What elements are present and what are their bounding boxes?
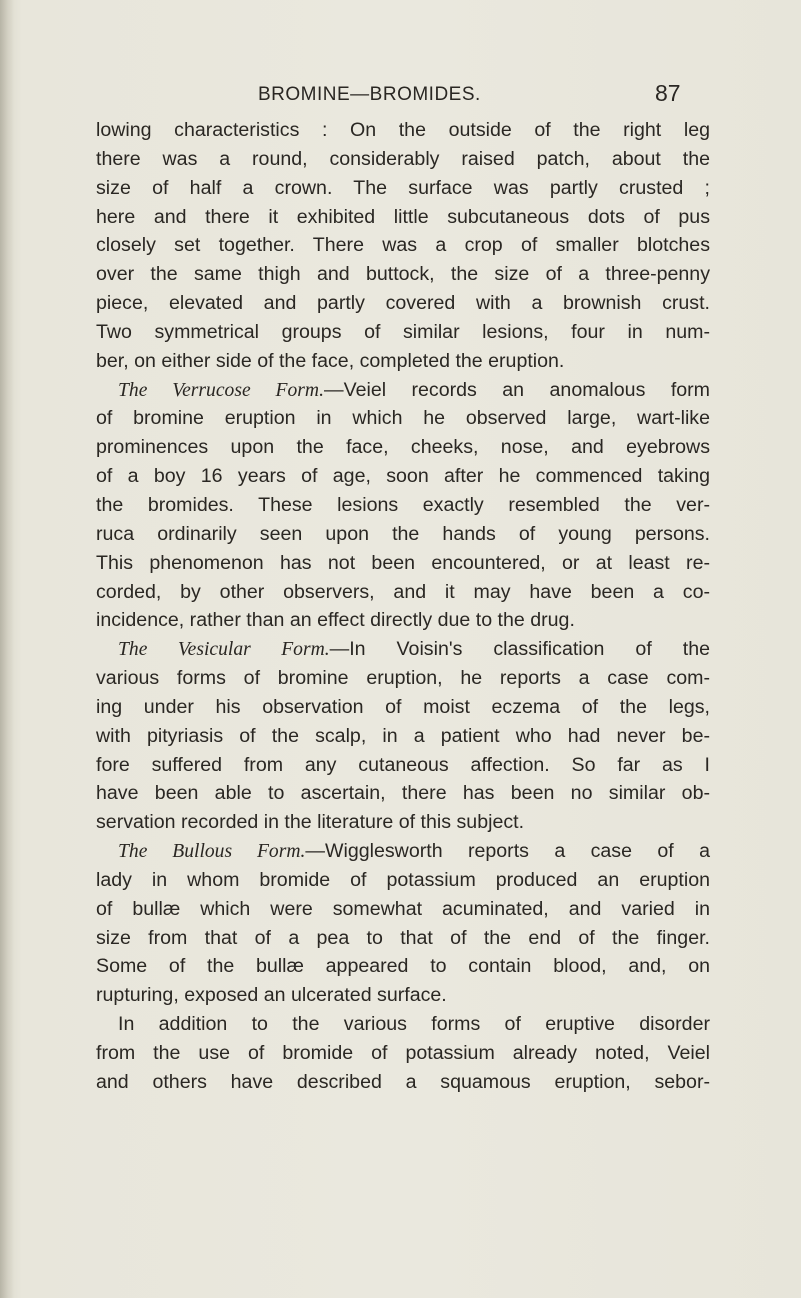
- text-line: In addition to the various forms of eruptive disorder: [118, 1013, 710, 1036]
- text-line: over the same thigh and buttock, the size of a three-penny: [96, 263, 710, 286]
- text-line: there was a round, considerably raised patch, about the: [96, 147, 710, 170]
- page-number: 87: [655, 80, 681, 106]
- text-line: and others have described a squamous eruption, sebor-: [96, 1070, 710, 1093]
- text-line: incidence, rather than an effect directly due to the drug.: [96, 609, 575, 632]
- text-line: from the use of bromide of potassium already noted, Veiel: [96, 1042, 710, 1064]
- text-line: with pityriasis of the scalp, in a patient who had never be-: [96, 724, 710, 747]
- text-line: size of half a crown. The surface was partly crusted ;: [96, 176, 710, 199]
- section-text: —Veiel records an anomalous form: [323, 378, 711, 401]
- section-heading-verrucose: The Verrucose Form.: [118, 379, 324, 401]
- text-line: rupturing, exposed an ulcerated surface.: [96, 984, 447, 1007]
- text-line: piece, elevated and partly covered with a brownish crust.: [96, 292, 710, 315]
- text-line: lady in whom bromide of potassium produced an eruption: [96, 868, 710, 891]
- text-line: Some of the bullæ appeared to contain blood, and, on: [96, 955, 710, 978]
- text-line: of bullæ which were somewhat acuminated, and varied in: [96, 897, 710, 920]
- text-line: of bromine eruption in which he observed large, wart-like: [96, 407, 710, 430]
- running-head: BROMINE—BROMIDES.: [258, 84, 481, 105]
- text-line: corded, by other observers, and it may have been a co-: [96, 580, 710, 603]
- section-heading-bullous: The Bullous Form.: [118, 841, 306, 863]
- text-line: prominences upon the face, cheeks, nose, and eyebrows: [96, 436, 710, 459]
- text-line: here and there it exhibited little subcutaneous dots of pus: [96, 205, 710, 228]
- section-text: —Wigglesworth reports a case of a: [305, 840, 711, 863]
- page-gutter-shadow: [0, 0, 14, 1298]
- section-heading-line: [96, 837, 710, 866]
- section-heading-line: [96, 635, 710, 664]
- text-line: ber, on either side of the face, completed the eruption.: [96, 349, 565, 372]
- text-line: of a boy 16 years of age, soon after he commenced taking: [96, 465, 710, 488]
- text-line: have been able to ascertain, there has been no similar ob-: [96, 782, 710, 805]
- text-line: Two symmetrical groups of similar lesions, four in num-: [96, 320, 710, 343]
- section-heading-vesicular: The Vesicular Form.: [118, 639, 330, 661]
- text-line: size from that of a pea to that of the end of the finger.: [96, 926, 710, 949]
- body-text: [96, 116, 710, 1097]
- text-line: lowing characteristics : On the outside of the right leg: [96, 119, 710, 141]
- text-line: ing under his observation of moist eczema of the legs,: [96, 695, 710, 718]
- section-text: —In Voisin's classification of the: [329, 638, 710, 661]
- text-line: the bromides. These lesions exactly resembled the ver-: [96, 493, 710, 516]
- text-line: servation recorded in the literature of this subject.: [96, 811, 525, 834]
- text-line: This phenomenon has not been encountered, or at least re-: [96, 551, 710, 574]
- text-line: fore suffered from any cutaneous affection. So far as I: [96, 753, 710, 776]
- text-line: ruca ordinarily seen upon the hands of young persons.: [96, 522, 710, 545]
- text-line: various forms of bromine eruption, he reports a case com-: [96, 667, 710, 690]
- text-line: closely set together. There was a crop of smaller blotches: [96, 234, 710, 257]
- section-heading-line: [96, 376, 710, 405]
